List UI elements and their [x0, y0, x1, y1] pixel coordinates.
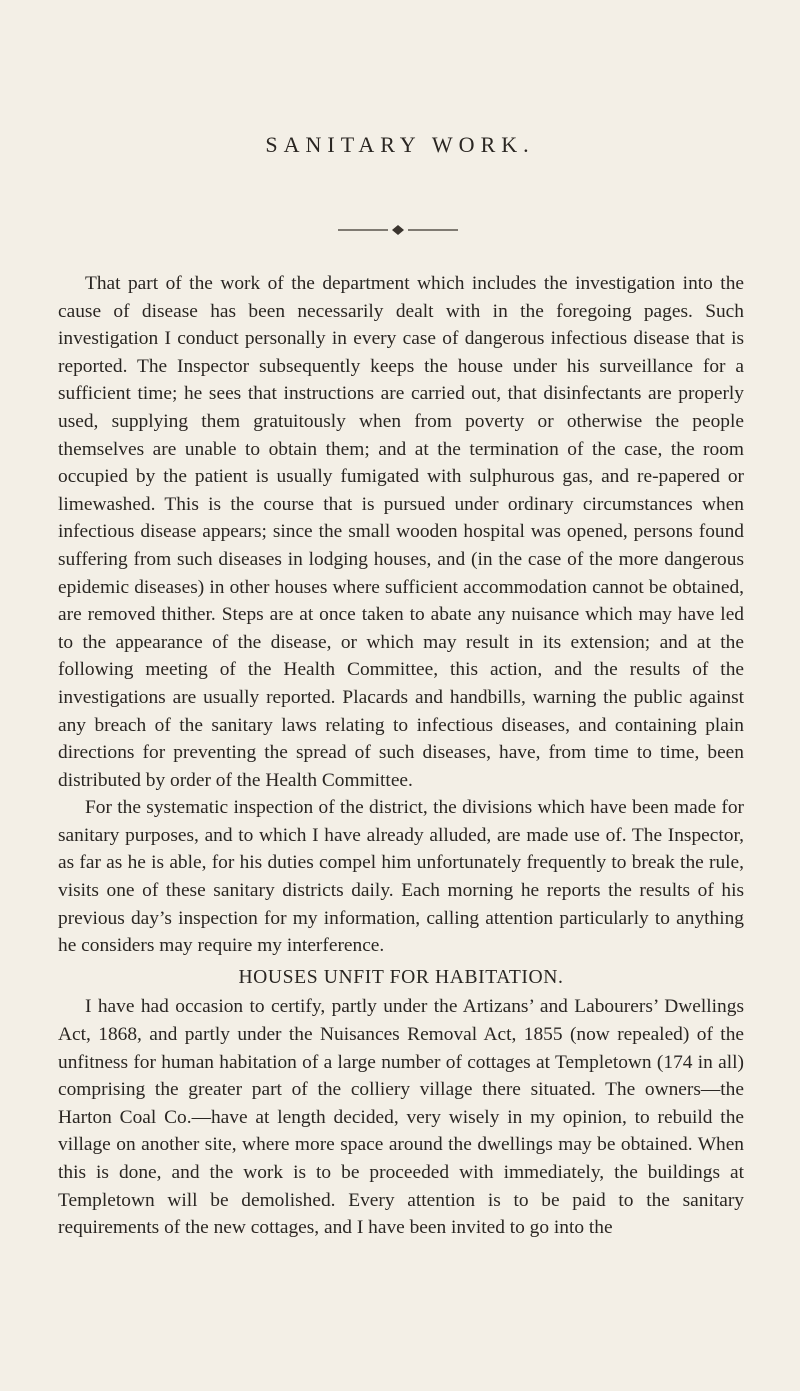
- section-heading: HOUSES UNFIT FOR HABITATION.: [238, 966, 564, 988]
- paragraph-3: I have had occasion to certify, partly under the Artizans’ and Labourers’ Dwellings Act, 1868, and partly under the Nuisances Removal Act, 1855 (now repealed) of the unfitness for human habitation of a large number of cottages at Templetown (174 in all) comprising the greater part of the colliery village there situated. The owners—the Harton Coal Co.—have at length decided, very wisely in my opinion, to rebuild the village on another site, where more space around the dwellings may be obtained. When this is done, and the work is to be proceeded with immediately, the buildings at Templetown will be demolished. Every attention is to be paid to the sanitary requirements of the new cottages, and I have been invited to go into the: [58, 996, 744, 1239]
- body-text: [58, 270, 744, 1242]
- ornament-divider: [338, 222, 458, 238]
- paragraph-1: That part of the work of the department which includes the investigation into the cause of disease has been necessarily dealt with in the foregoing pages. Such investigation I conduct personally in every case of dangerous infectious disease that is reported. The Inspector subsequently keeps the house under his surveillance for a sufficient time; he sees that instructions are carried out, that disinfectants are properly used, supplying them gratuitously when from poverty or otherwise the people themselves are unable to obtain them; and at the termination of the case, the room occupied by the patient is usually fumigated with sulphurous gas, and re-papered or limewashed. This is the course that is pursued under ordinary circumstances when infectious disease appears; since the small wooden hospital was opened, persons found suffering from such diseases in lodging houses, and (in the case of the more dangerous epidemic diseases) in other houses where sufficient accommodation cannot be obtained, are removed thither. Steps are at once taken to abate any nuisance which may have led to the appearance of the disease, or which may result in its extension; and at the following meeting of the Health Committee, this action, and the results of the investigations are usually reported. Placards and handbills, warning the public against any breach of the sanitary laws relating to infectious diseases, and containing plain directions for preventing the spread of such diseases, have, from time to time, been distributed by order of the Health Committee.: [58, 273, 744, 791]
- page-title: SANITARY WORK.: [265, 132, 535, 157]
- paragraph-2: For the systematic inspection of the district, the divisions which have been made for sanitary purposes, and to which I have already alluded, are made use of. The Inspector, as far as he is able, for his duties compel him unfortunately frequently to break the rule, visits one of these sanitary districts daily. Each morning he reports the results of his previous day’s inspection for my information, calling attention particularly to anything he considers may require my interference.: [58, 797, 744, 957]
